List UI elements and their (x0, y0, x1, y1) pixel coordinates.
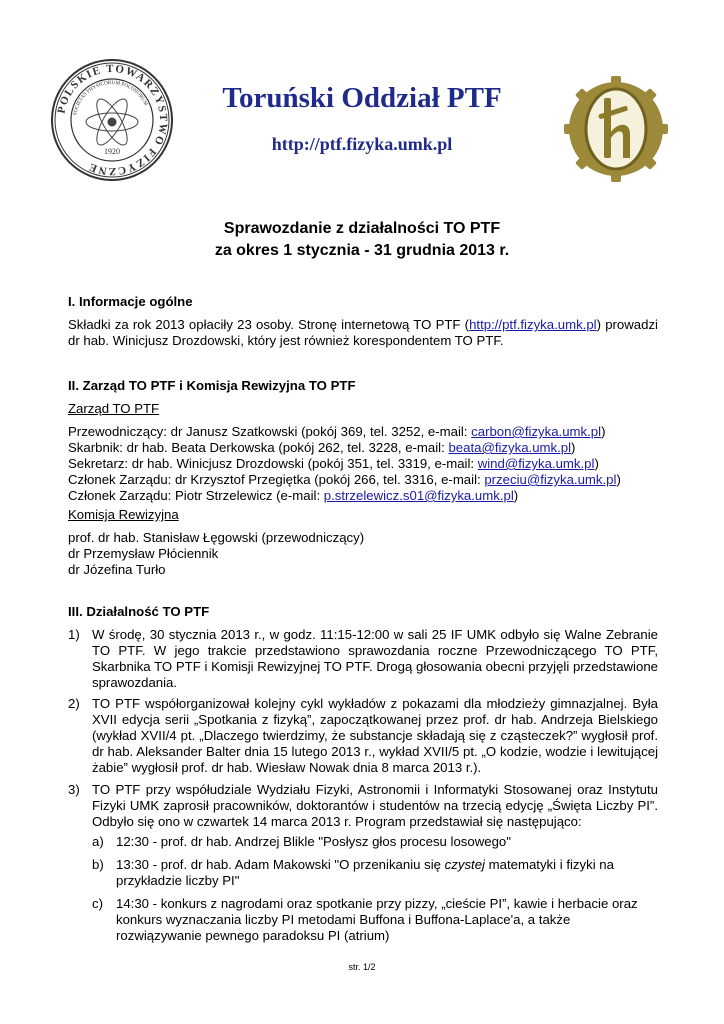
board-member-email-link[interactable]: beata@fizyka.umk.pl (448, 440, 572, 455)
org-website-link[interactable]: http://ptf.fizyka.umk.pl (271, 134, 453, 154)
item-number: 1) (68, 627, 80, 642)
activity-item: TO PTF przy współudziale Wydziału Fizyki, Astronomii i Informatyki Stosowanej oraz Instytutu Fizyki UMK zaprosił pracowników, doktorantów i studentów na trzecią edycję „Święta Liczby PI”. Odbyło się ono w czwartek 14 marca 2013 r. Program przedstawiał się następująco: (92, 782, 658, 829)
item-number: 3) (68, 782, 80, 797)
section1-text-after: ) prowadzi dr hab. Winicjusz Drozdowski, który jest również korespondentem TO PTF. (68, 317, 658, 348)
board-member: Sekretarz: dr hab. Winicjusz Drozdowski (pokój 351, tel. 3319, e-mail: wind@fizyka.umk.pl) (68, 456, 599, 471)
seal-year: 1920 (104, 147, 120, 156)
commission-member: dr Przemysław Płóciennik (68, 546, 219, 561)
commission-member: dr Józefina Turło (68, 562, 166, 577)
org-title: Toruński Oddział PTF (222, 82, 502, 114)
program-item: 12:30 - prof. dr hab. Andrzej Blikle "Posłysz głos procesu losowego" (116, 834, 511, 849)
report-title (0, 218, 724, 262)
seal-inner-text: SOCIETAS PHYSICORUM POLONORUM (72, 79, 149, 116)
report-title-line2: za okres 1 stycznia - 31 grudnia 2013 r. (214, 242, 510, 259)
commission-member: prof. dr hab. Stanisław Łęgowski (przewodniczący) (68, 530, 365, 545)
ptf-seal-logo (50, 58, 174, 182)
section3-heading: III. Działalność TO PTF (68, 604, 210, 619)
section1-website-link[interactable]: http://ptf.fizyka.umk.pl (469, 317, 597, 332)
board-member-email-link[interactable]: p.strzelewicz.s01@fizyka.umk.pl (323, 488, 514, 503)
section1-heading: I. Informacje ogólne (68, 294, 193, 309)
commission-list (68, 530, 658, 578)
page-number: str. 1/2 (348, 962, 376, 972)
seal-ring-text: POLSKIE TOWARZYSTWO FIZYCZNE (55, 62, 170, 178)
section2-heading: II. Zarząd TO PTF i Komisja Rewizyjna TO PTF (68, 378, 356, 393)
subitem-number: b) (92, 857, 104, 872)
item-number: 2) (68, 696, 80, 711)
report-title-line1: Sprawozdanie z działalności TO PTF (223, 220, 501, 237)
board-member: Przewodniczący: dr Janusz Szatkowski (pokój 369, tel. 3252, e-mail: carbon@fizyka.umk.pl) (68, 424, 606, 439)
board-member: Członek Zarządu: Piotr Strzelewicz (e-mail: p.strzelewicz.s01@fizyka.umk.pl) (68, 488, 519, 503)
board-member-email-link[interactable]: przeciu@fizyka.umk.pl (484, 472, 617, 487)
board-member-email-link[interactable]: carbon@fizyka.umk.pl (471, 424, 602, 439)
board-member: Członek Zarządu: dr Krzysztof Przegiętka (pokój 266, tel. 3316, e-mail: przeciu@fizyka.umk.pl) (68, 472, 621, 487)
board-member-email-link[interactable]: wind@fizyka.umk.pl (477, 456, 595, 471)
board-member: Skarbnik: dr hab. Beata Derkowska (pokój 262, tel. 3228, e-mail: beata@fizyka.umk.pl) (68, 440, 576, 455)
activity-item: W środę, 30 stycznia 2013 r., w godz. 11:15-12:00 w sali 25 IF UMK odbyło się Walne Zebranie TO PTF. W jego trakcie przedstawiono sprawozdania roczne Przewodniczącego TO PTF, Skarbnika TO PTF i Komisji Rewizyjnej TO PTF. Drogą głosowania obecni przyjęli przedstawione sprawozdania. (92, 627, 658, 690)
program-item: 14:30 - konkurs z nagrodami oraz spotkanie przy pizzy, „cieście PI”, kawie i herbacie oraz konkurs wyznaczania liczby PI metodami Buffona i Buffona-Laplace'a, a także rozwiązywanie pewnego paradoksu PI (atrium) (116, 896, 638, 943)
board-list (68, 424, 658, 504)
program-item: 13:30 - prof. dr hab. Adam Makowski "O przenikaniu się czystej matematyki i fizyki na przykładzie liczby PI" (116, 857, 614, 888)
commission-label: Komisja Rewizyjna (68, 507, 179, 522)
section1-paragraph (68, 317, 658, 349)
subitem-number: a) (92, 834, 104, 849)
board-label: Zarząd TO PTF (68, 401, 160, 416)
subitem-number: c) (92, 896, 103, 911)
section1-text-before: Składki za rok 2013 opłaciły 23 osoby. Stronę internetową TO PTF ( (68, 317, 470, 332)
activity-item: TO PTF współorganizował kolejny cykl wykładów z pokazami dla młodzieży gimnazjalnej. Była XVII edycja serii „Spotkania z fizyką”, zapoczątkowanej przez prof. dr hab. Andrzeja Bielskiego (wykład XVII/4 pt. „Dlaczego twierdzimy, że substancje składają się z cząsteczek?” wygłosił prof. dr hab. Aleksander Balter dnia 15 lutego 2013 r., wykład XVII/5 pt. „O kodzie, wodzie i lewitującej żabie” wygłosił prof. dr hab. Wiesław Nowak dnia 8 marca 2013 r.). (92, 696, 658, 775)
